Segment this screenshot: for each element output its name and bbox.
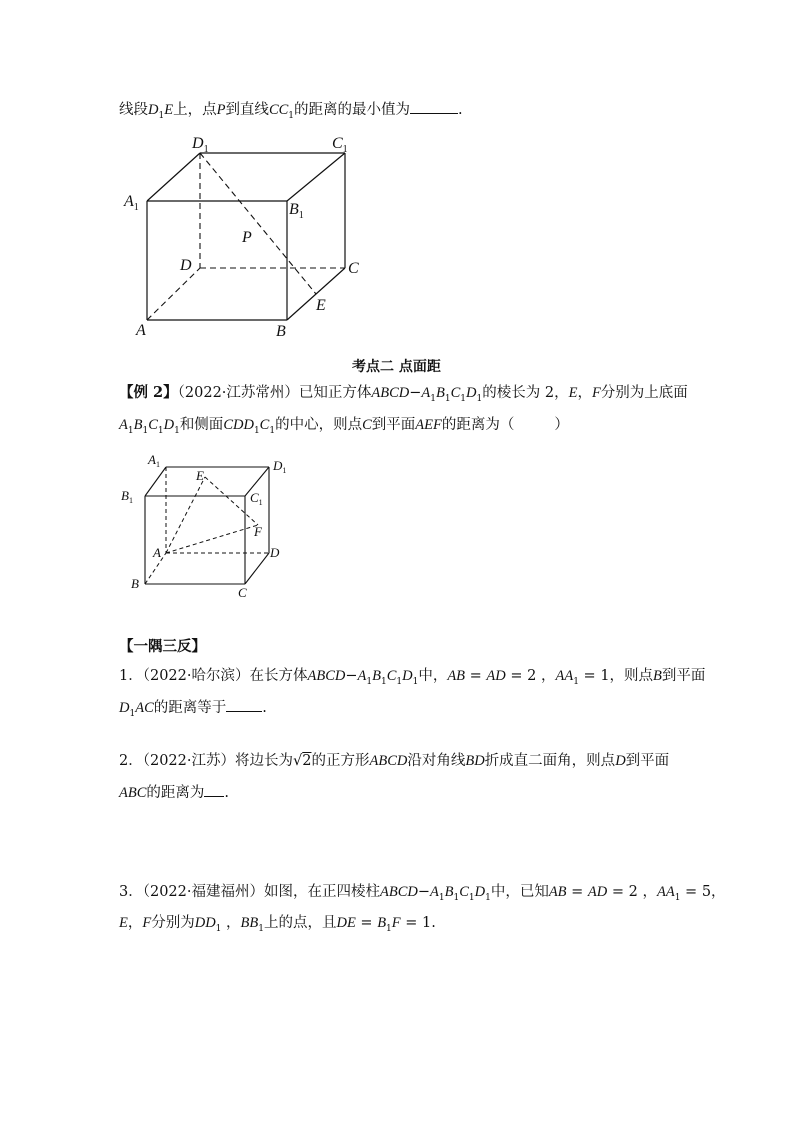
segment: AD <box>486 668 506 684</box>
text: 中， <box>418 668 448 684</box>
subscript: 1 <box>674 892 681 903</box>
value: 1 <box>600 668 610 684</box>
point-e: E <box>568 385 578 401</box>
q2-line1 <box>119 751 669 771</box>
practice-title: 【一隅三反】 <box>119 638 206 655</box>
text: 到平面 <box>625 753 670 769</box>
value: 2 <box>527 668 537 684</box>
text: ） <box>554 417 569 433</box>
intro-text: 上，点 <box>173 102 217 118</box>
subscript: 1 <box>158 110 165 121</box>
label-d: D <box>180 257 192 274</box>
diagonal-name: BD <box>465 753 485 769</box>
vertex: B <box>377 915 387 931</box>
subscript: 1 <box>444 393 451 404</box>
label-c: C <box>348 260 359 277</box>
vertex: B <box>436 385 445 401</box>
subscript: 1 <box>476 393 483 404</box>
text: 折成直二面角，则点 <box>484 753 616 769</box>
q1-line2 <box>119 697 267 724</box>
text: 的距离为 <box>146 785 205 801</box>
text: 的中心，则点 <box>275 417 363 433</box>
plane-name: AEF <box>415 417 442 433</box>
solid-name: ABCD <box>380 884 418 900</box>
point-label: P <box>216 102 226 118</box>
vertex: B <box>372 668 381 684</box>
question-number: 1． <box>119 668 143 684</box>
label-a1: $A_1$ <box>148 452 160 469</box>
label-b: B <box>131 576 139 591</box>
text: 的距离等于 <box>153 700 227 716</box>
label-d1: $D_1$ <box>273 458 287 475</box>
subscript: 1 <box>485 892 491 903</box>
subscript: 1 <box>396 676 403 687</box>
label-d: D <box>270 545 280 560</box>
subscript: 1 <box>366 676 373 687</box>
text: 分别为 <box>151 915 195 931</box>
subscript: 1 <box>412 676 419 687</box>
subscript: 1 <box>386 923 392 934</box>
label-p: P <box>242 229 252 246</box>
plane-name: ABC <box>119 785 147 801</box>
q3-line1: 3．（2022·福建福州）如图，在正四棱柱$ABCD-A_1B_1C_1D_1$中，已知AB = AD = 2 ，$AA_1 = 5$， <box>119 884 726 903</box>
subscript: 1 <box>468 892 475 903</box>
solid-name: ABCD <box>371 385 410 401</box>
segment: AD <box>587 884 608 900</box>
label-a: A <box>153 545 161 560</box>
label-b1: $B_1$ <box>121 488 133 505</box>
answer-blank <box>204 782 224 797</box>
period: . <box>458 102 463 118</box>
subscript: 1 <box>258 923 264 934</box>
value: 5 <box>701 884 712 900</box>
subscript: 1 <box>380 676 387 687</box>
value: 1 <box>422 915 432 931</box>
period: . <box>431 915 436 931</box>
vertex: F <box>391 915 401 931</box>
segment: DD <box>194 915 216 931</box>
text: 已知正方体 <box>298 385 372 401</box>
q2-line2 <box>119 782 229 803</box>
subscript: 1 <box>129 708 136 719</box>
label-b: B <box>276 323 286 340</box>
edge-ad-hidden <box>147 268 200 320</box>
subscript: 1 <box>174 425 180 436</box>
intro-text: 的距离的最小值为 <box>294 102 411 118</box>
intro-text: 到直线 <box>225 102 269 118</box>
dash: − <box>417 884 431 900</box>
point-e: E <box>119 915 128 931</box>
example-tag: 【例 2】 <box>119 384 178 401</box>
segment-af <box>166 525 258 553</box>
source: （2022·福建福州） <box>142 884 264 900</box>
vertex: B <box>444 884 454 900</box>
edge-b1c1 <box>287 153 345 201</box>
answer-blank <box>410 99 458 114</box>
vertex: D <box>119 700 130 716</box>
text: 将边长为 <box>235 753 293 769</box>
label-a1: $A_1$ <box>124 193 139 213</box>
point-f: F <box>142 915 152 931</box>
segment: AA <box>555 668 574 684</box>
edge <box>245 553 269 584</box>
cube-figure-1 <box>118 128 378 343</box>
label-c1: $C_1$ <box>332 135 348 155</box>
segment: AB <box>548 884 567 900</box>
section-title: 考点二 点面距 <box>352 359 441 375</box>
intro-text: 线段 <box>119 102 148 118</box>
point-f: F <box>591 385 601 401</box>
sqrt-value: 2 <box>302 753 312 769</box>
edge-a1d1 <box>147 153 200 201</box>
subscript: 1 <box>142 425 149 436</box>
sqrt-symbol: √2 <box>293 753 312 769</box>
text: ，则点 <box>609 668 654 684</box>
solid-name: ABCD <box>307 668 346 684</box>
q3-line2: E，F分别为$DD_1$ ，$BB_1$上的点，且DE = $B_1F = 1$. <box>119 915 436 934</box>
square-name: ABCD <box>369 753 408 769</box>
text: 的正方形 <box>311 753 370 769</box>
label-c: C <box>238 585 247 600</box>
vertex: D <box>163 417 175 433</box>
vertex: C <box>459 884 469 900</box>
subscript: 1 <box>269 425 276 436</box>
segment: AA <box>656 884 675 900</box>
vertex: D <box>402 668 413 684</box>
face-name: CDD <box>223 417 254 433</box>
vertex: D <box>466 385 477 401</box>
subscript: 1 <box>438 892 445 903</box>
period: . <box>262 700 267 716</box>
text: 在长方体 <box>249 668 308 684</box>
subscript: 1 <box>253 425 260 436</box>
question-number: 2． <box>119 753 143 769</box>
vertex: A <box>430 884 439 900</box>
subscript: 1 <box>460 393 467 404</box>
point: B <box>653 668 662 684</box>
answer-blank <box>226 697 262 712</box>
vertex: C <box>259 417 270 433</box>
source: （2022·江苏） <box>142 753 235 769</box>
subscript: 1 <box>215 923 222 934</box>
value: 2 <box>628 884 638 900</box>
cube-figure-2 <box>118 450 298 605</box>
label-e: E <box>316 297 326 314</box>
example2-line1 <box>119 383 688 409</box>
text: 到平面 <box>661 668 706 684</box>
edge <box>145 467 166 496</box>
point-c: C <box>362 417 372 433</box>
segment-d1e <box>200 153 316 294</box>
subscript: 1 <box>453 892 460 903</box>
period: . <box>224 785 229 801</box>
text: 和侧面 <box>179 417 224 433</box>
vertex: D <box>474 884 486 900</box>
segment: BB <box>240 915 259 931</box>
point: D <box>615 753 626 769</box>
comma: ， <box>577 385 592 401</box>
subscript: 1 <box>288 110 295 121</box>
text: 如图，在正四棱柱 <box>264 884 380 900</box>
subscript: 1 <box>157 425 164 436</box>
text: 的距离为（ <box>441 417 515 433</box>
plane-name: AC <box>135 700 154 716</box>
source: （2022·哈尔滨） <box>142 668 250 684</box>
vertex: B <box>133 417 143 433</box>
question-number: 3． <box>119 884 143 900</box>
subscript: 1 <box>430 393 437 404</box>
segment-label-end: E <box>164 102 174 118</box>
segment-label: D <box>148 102 159 118</box>
intro-line <box>119 99 463 126</box>
dash: − <box>409 385 422 401</box>
vertex: A <box>119 417 128 433</box>
subscript: 1 <box>573 676 579 687</box>
vertex: A <box>357 668 367 684</box>
segment-ae <box>166 477 205 553</box>
vertex: A <box>421 385 431 401</box>
text: 上的点，且 <box>263 915 337 931</box>
label-a: A <box>136 322 146 339</box>
label-e: E <box>196 468 204 483</box>
source: （2022·江苏常州） <box>177 385 299 401</box>
text: 中，已知 <box>490 884 549 900</box>
text: 到平面 <box>371 417 416 433</box>
text: 沿对角线 <box>407 753 466 769</box>
label-d1: $D_1$ <box>192 135 209 155</box>
vertex: C <box>148 417 158 433</box>
label-b1: $B_1$ <box>289 201 304 221</box>
subscript: 1 <box>127 425 134 436</box>
q1-line1: 1．（2022·哈尔滨）在长方体$ABCD-A_1B_1C_1D_1$中，AB = AD = 2 ，$AA_1 = 1$，则点B到平面 <box>119 668 706 687</box>
segment: DE <box>336 915 356 931</box>
label-f: F <box>254 524 262 539</box>
segment: AB <box>447 668 466 684</box>
vertex: C <box>386 668 397 684</box>
text: 的棱长为 2， <box>482 385 569 401</box>
line-label: CC <box>268 102 289 118</box>
vertex: C <box>450 385 461 401</box>
dash: − <box>345 668 358 684</box>
example2-line2 <box>119 415 569 441</box>
text: 分别为上底面 <box>600 385 688 401</box>
label-c1: $C_1$ <box>250 490 263 507</box>
